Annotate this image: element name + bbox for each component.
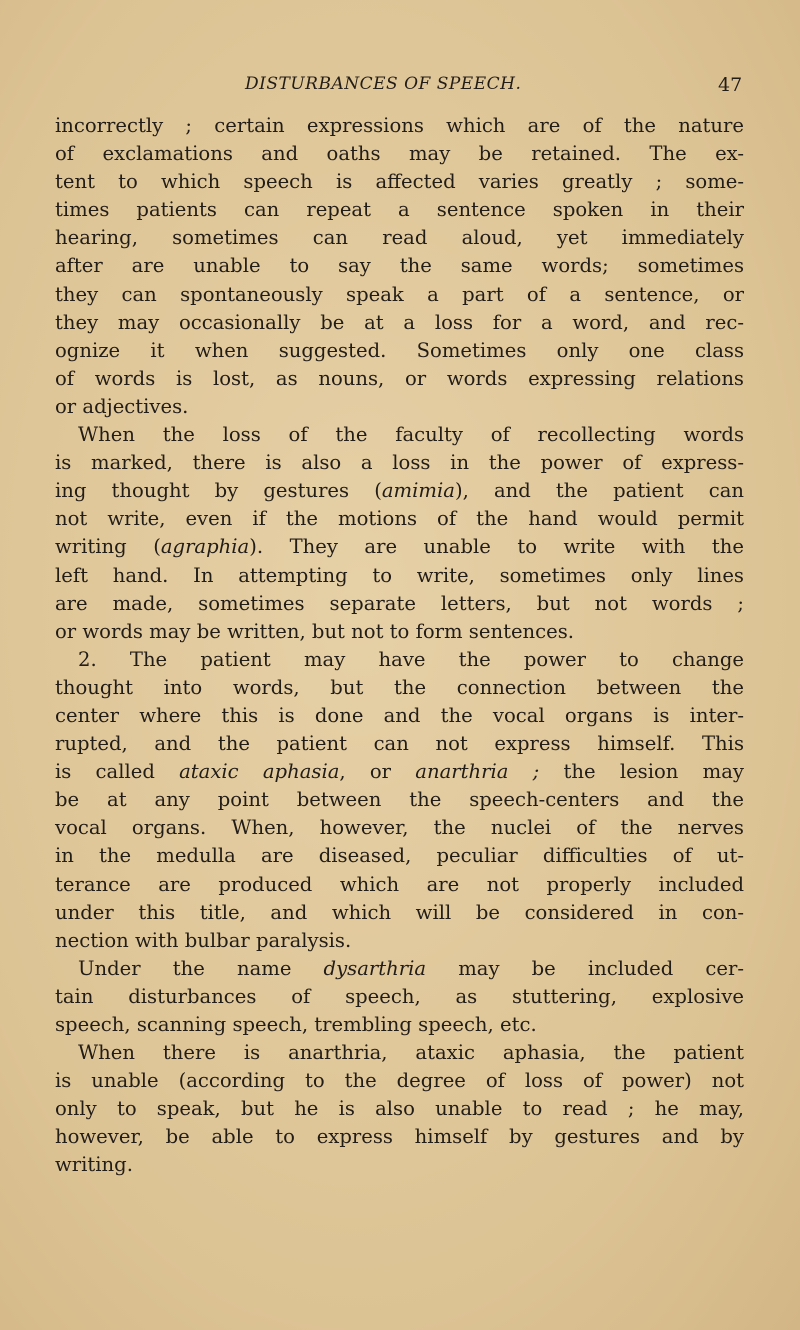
text-line <box>55 983 744 1011</box>
text-segment: are made, sometimes separate letters, but not words ; <box>55 591 744 615</box>
text-segment: thought into words, but the connection between the <box>55 675 744 699</box>
text-segment: 2. The patient may have the power to change <box>78 647 744 671</box>
text-segment: tent to which speech is affected varies greatly ; some- <box>55 170 744 194</box>
text-line <box>55 758 744 786</box>
text-line <box>55 730 744 758</box>
text-line <box>55 365 744 393</box>
page-header <box>245 74 745 104</box>
text-segment: under this title, and which will be considered in con- <box>55 900 744 924</box>
text-segment: in the medulla are diseased, peculiar difficulties of ut- <box>55 844 744 868</box>
body-text <box>55 112 744 1180</box>
text-line <box>55 1095 744 1123</box>
italic-term: amimia <box>381 479 455 503</box>
text-line <box>55 646 744 674</box>
text-segment: they can spontaneously speak a part of a sentence, or <box>55 282 744 306</box>
italic-term: dysarthria <box>323 956 427 980</box>
text-segment: , or <box>339 760 416 784</box>
text-segment: vocal organs. When, however, the nuclei of the nerves <box>55 816 744 840</box>
text-line <box>55 252 744 280</box>
text-segment: ognize it when suggested. Sometimes only one class <box>55 338 744 362</box>
text-line <box>55 1151 744 1179</box>
text-segment: after are unable to say the same words; sometimes <box>55 254 744 278</box>
running-title: DISTURBANCES OF SPEECH. <box>245 74 522 94</box>
text-line <box>55 140 744 168</box>
text-segment: center where this is done and the vocal organs is inter- <box>55 703 744 727</box>
text-line <box>55 309 744 337</box>
text-segment: ). They are unable to write with the <box>249 535 744 559</box>
text-segment: is called <box>55 760 180 784</box>
text-segment: not write, even if the motions of the hand would permit <box>55 507 744 531</box>
text-segment: hearing, sometimes can read aloud, yet immediately <box>55 226 744 250</box>
text-segment: When there is anarthria, ataxic aphasia, the patient <box>78 1041 744 1065</box>
text-segment: be at any point between the speech-centers and the <box>55 788 744 812</box>
text-segment: incorrectly ; certain expressions which are of the nature <box>55 114 744 137</box>
text-line <box>55 393 744 421</box>
page-number: 47 <box>718 74 743 96</box>
text-line <box>55 281 744 309</box>
text-segment: is unable (according to the degree of loss of power) not <box>55 1069 744 1093</box>
text-segment: is marked, there is also a loss in the power of express- <box>55 451 744 475</box>
text-line <box>55 618 744 646</box>
text-line <box>55 421 744 449</box>
text-line <box>55 674 744 702</box>
text-line <box>55 702 744 730</box>
text-segment: speech, scanning speech, trembling speech, etc. <box>55 1013 537 1036</box>
text-segment: of exclamations and oaths may be retained. The ex- <box>55 142 744 166</box>
text-line <box>55 814 744 842</box>
text-segment: or adjectives. <box>55 394 189 418</box>
text-line <box>55 899 744 927</box>
text-segment: nection with bulbar paralysis. <box>55 928 352 952</box>
text-segment: ing thought by gestures ( <box>55 479 382 503</box>
text-line <box>55 337 744 365</box>
text-line <box>55 590 744 618</box>
text-line <box>55 449 744 477</box>
text-line <box>55 112 744 140</box>
text-line <box>55 786 744 814</box>
text-line <box>55 871 744 899</box>
text-line <box>55 927 744 955</box>
text-segment: ), and the patient can <box>454 479 745 503</box>
text-line <box>55 477 744 505</box>
text-segment: or words may be written, but not to form sentences. <box>55 619 575 643</box>
italic-term: anarthria ; <box>415 760 540 784</box>
text-line <box>55 1067 744 1095</box>
text-line <box>55 1123 744 1151</box>
text-line <box>55 168 744 196</box>
text-segment: writing. <box>55 1153 133 1177</box>
text-line <box>55 1039 744 1067</box>
italic-term: agraphia <box>160 535 250 559</box>
text-line <box>55 224 744 252</box>
text-segment: the lesion may <box>539 760 744 784</box>
text-segment: times patients can repeat a sentence spoken in their <box>55 198 744 222</box>
text-segment: When the loss of the faculty of recollecting words <box>78 423 744 447</box>
text-segment: terance are produced which are not properly included <box>55 872 744 896</box>
text-line <box>55 196 744 224</box>
text-segment: however, be able to express himself by gestures and by <box>55 1125 744 1149</box>
text-line <box>55 533 744 561</box>
text-segment: Under the name <box>78 956 324 980</box>
text-segment: left hand. In attempting to write, sometimes only lines <box>55 563 744 587</box>
text-segment: tain disturbances of speech, as stuttering, explosive <box>55 984 744 1008</box>
text-line <box>55 842 744 870</box>
text-line <box>55 1011 744 1039</box>
text-segment: they may occasionally be at a loss for a word, and rec- <box>55 310 744 334</box>
text-segment: rupted, and the patient can not express himself. This <box>55 732 744 756</box>
text-line <box>55 562 744 590</box>
text-segment: writing ( <box>55 535 161 559</box>
text-segment: only to speak, but he is also unable to read ; he may, <box>55 1097 744 1121</box>
italic-term: ataxic aphasia <box>179 760 340 784</box>
text-segment: may be included cer- <box>426 956 744 980</box>
text-line <box>55 505 744 533</box>
text-segment: of words is lost, as nouns, or words expressing relations <box>55 366 744 390</box>
text-line <box>55 955 744 983</box>
